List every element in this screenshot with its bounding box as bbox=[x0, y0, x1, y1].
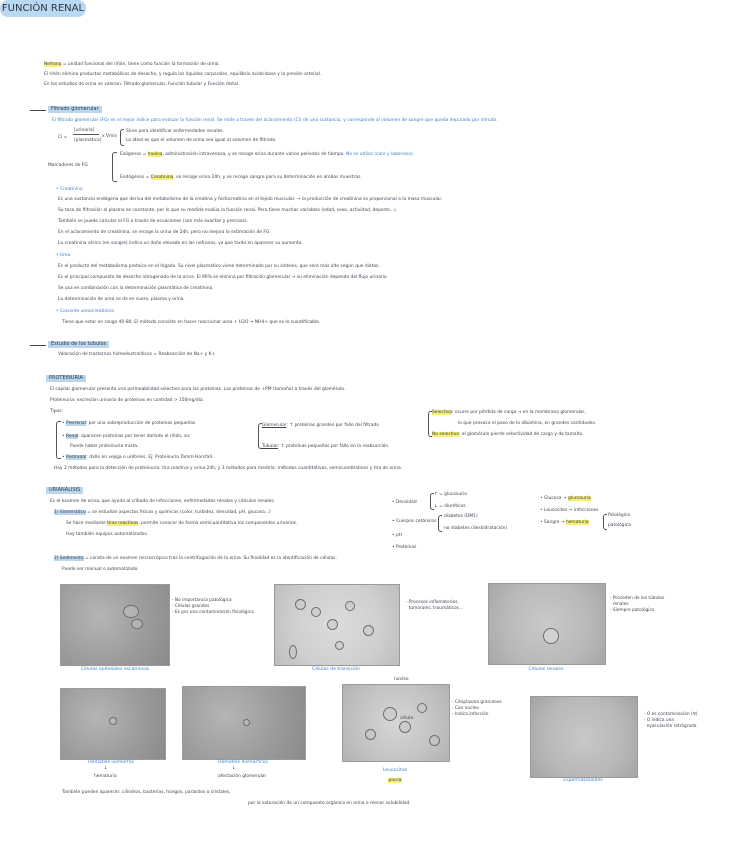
sedimento-line-2: Puede ser manual o automatizado. bbox=[62, 567, 139, 572]
exogenos-line: Exógenos = Inulina, administración intravenosa, y se recoge orina durante varios periodos de tiempo. No se utiliza (caro y laborioso). bbox=[120, 152, 415, 157]
densidad-label: • Densidad bbox=[392, 500, 417, 505]
microscopy-image-espermatozoides bbox=[530, 696, 638, 778]
tubular-line: Tubular: ↑ proteínas pequeñas por fallo en la reabsorción. bbox=[262, 444, 390, 449]
proteinuria-line-2: Proteinuria: excreción urinaria de proteínas en cantidad > 150mg/día. bbox=[50, 398, 204, 403]
microscopy-image-transicion bbox=[274, 584, 400, 666]
cell-shape bbox=[311, 607, 321, 617]
cell-shape bbox=[327, 619, 338, 630]
proteinuria-line-1: El capilar glomerular presenta una permeabilidad selectiva para las proteínas. Las proteínas de +PM (tamaño) a través del glomérulo. bbox=[50, 387, 346, 392]
marcadores-brace bbox=[112, 152, 117, 182]
renal-line: • Renal: aparecen proteínas por tener dañado el riñón, su: bbox=[62, 434, 191, 439]
cell-shape bbox=[131, 619, 143, 629]
cociente-line-1: Tiene que estar en rango 40-80. El método consiste en hacer reaccionar urea + H2O → NH4+ que es lo cuantificable. bbox=[62, 320, 321, 325]
densidad-up: ↑ = glucosuria bbox=[434, 492, 467, 497]
cociente-title: • Cociente urea/creatinina bbox=[56, 309, 114, 314]
fisiologica-label: fisiológica bbox=[608, 513, 630, 518]
tipos-brace bbox=[56, 421, 61, 459]
urea-line-3: Se usa en combinación con la determinación plasmática de creatinina. bbox=[58, 286, 214, 291]
caption-dismorficos: Hematíes dismórficos bbox=[218, 760, 268, 765]
microscopy-image-renales bbox=[488, 583, 606, 665]
note-espermatozoides: - O es contaminación (♀) - O indica una eyaculación retrógrada bbox=[644, 712, 698, 730]
cuerpos-no-diabetes: no diabetes (deshidratación) bbox=[444, 526, 508, 531]
cell-shape bbox=[109, 717, 117, 725]
microscopy-image-dismorficos bbox=[182, 686, 306, 760]
cl-denominator: [plasmática] bbox=[74, 138, 102, 143]
cell-shape bbox=[543, 628, 559, 644]
section-urianalisis: URIANÁLISIS bbox=[46, 487, 83, 494]
cell-shape bbox=[289, 645, 297, 659]
cell-shape bbox=[365, 729, 376, 740]
prerrenal-line: • Prerrenal: por una sobreproducción de proteínas pequeñas bbox=[62, 421, 196, 426]
intro-line-3: En los estudios de orina se valoran: Filtrado glomerular, Función tubular y Función distal. bbox=[44, 82, 240, 87]
cl-fraction-line bbox=[73, 134, 99, 135]
glucosa-line: • Glucosa → glucosuria bbox=[540, 496, 591, 501]
intro-line-2: El riñón elimina productos metabólicos de desecho, y regula los líquidos corporales, equilibrio ácido-base y la presión arterial. bbox=[44, 72, 322, 77]
intro-line-1: Nefrona = unidad funcional del riñón, tiene como función la formación de orina. bbox=[44, 62, 220, 67]
cell-shape bbox=[363, 625, 374, 636]
caption-isomorfos: Hematíes isomorfos bbox=[88, 760, 134, 765]
marcadores-label: Marcadores de FG bbox=[48, 163, 88, 168]
urea-line-2: Es el principal compuesto de desecho nitrogenado de la orina. El 90% se elimina por filtración glomerular → su eliminación depende del flujo urinario. bbox=[58, 275, 388, 280]
note-epiteliales: - No importancia patológica - Células grandes - Es por una contaminación fisiológica bbox=[172, 598, 254, 616]
tipos-label: Tipos: bbox=[50, 409, 64, 414]
cell-shape bbox=[429, 735, 440, 746]
ph-label: • pH bbox=[392, 533, 403, 538]
no-selectiva-line: No selectiva: el glomérulo pierde selectividad de carga y de tamaño. bbox=[432, 432, 584, 437]
footer-line-2: por la saturación de un compuesto orgánico en orina o menor solubilidad. bbox=[248, 801, 411, 806]
tubulos-line: Valoración de trastornos hidroelectrolíticos = Reabsorción de Na+ y K+ bbox=[58, 352, 216, 357]
sistematico-line: 1) Sistemático = se estudian aspectos físicos y químicos (color, turbidez, densidad, pH, glucosa...) bbox=[54, 510, 271, 515]
renal-line-2: Puede haber proteinuria mixta. bbox=[70, 444, 139, 449]
caption-transicion: Células de transición bbox=[312, 667, 360, 672]
sangre-line: • Sangre → hematuria bbox=[540, 520, 589, 525]
caption-renales: Células renales bbox=[528, 667, 564, 672]
note-renales: - Proceden de los túbulos renales - Siempre patológico bbox=[610, 596, 665, 614]
cl-numerator: [urinaria] bbox=[74, 128, 95, 133]
leucocitos-label-mid: célula bbox=[400, 716, 414, 721]
urea-line-1: Es el producto del metabolismo proteico en el hígado. Su nivel plasmático viene determinado por su síntesis, que será más alto según que dietas. bbox=[58, 264, 380, 269]
microscopy-image-isomorfos bbox=[60, 688, 166, 760]
proteinuria-metodos: Hay 2 métodos para la detección de proteinuria: tira reactiva y orina 24h, y 3 métodos para medirla: métodos cuantitativos, semicuantitativos y tira de orina. bbox=[54, 466, 403, 471]
creatinina-title: • Creatinina bbox=[56, 187, 83, 192]
caption-epiteliales: Células epiteliales escamosas bbox=[80, 667, 150, 672]
section-proteinuria: PROTEINURIA bbox=[46, 375, 86, 382]
nefrona-highlight: Nefrona bbox=[44, 62, 62, 67]
note-transicion: - Procesos inflamatorios, tumorales, traumáticos... bbox=[406, 600, 463, 612]
creatinina-highlight: Creatinina bbox=[150, 175, 174, 180]
cell-shape bbox=[345, 601, 355, 611]
filtrado-definition: El filtrado glomerular (FG) es el mejor índice para evaluar la función renal. Se mide a través del aclaramiento (Cl) de una sustancia, y corresponde al volumen de sangre que queda depurado por minuto. bbox=[52, 118, 498, 123]
densidad-down: ↓ = diuréticos bbox=[434, 504, 466, 509]
postrenal-line: • Postrenal: daño en vejiga o uréteres. Ej: Proteinuria Tamm-Horsfall. bbox=[62, 455, 214, 460]
endogenos-line: Endógenos = Creatinina, se recoge orina 24h, y se recoge sangre para su determinación en ambas muestras. bbox=[120, 175, 362, 180]
cuerpos-brace bbox=[438, 515, 442, 532]
note-leucocitos: - Citoplasma granuloso - Con núcleo - Indica infección bbox=[452, 700, 502, 718]
selectiva-line: Selectiva: ocurre por pérdida de carga → en la membrana glomerular, bbox=[432, 410, 586, 415]
proteinas-label: • Proteínas bbox=[392, 545, 417, 550]
footer-line-1: También pueden aparecer: cilindros, bacterias, hongos, parásitos o cristales, bbox=[62, 790, 231, 795]
isomorfos-sub: hematuria bbox=[94, 774, 117, 779]
creatinina-line-5: La creatinina sérica (en sangre) indica un daño elevado en las nefronas, ya que tarda en aparecer su aumento. bbox=[58, 241, 303, 246]
creatinina-line-3: También se puede calcular el FG a través de ecuaciones (son más exactas y precisas). bbox=[58, 219, 249, 224]
caption-espermatozoides: Espermatozoides bbox=[563, 778, 603, 783]
selectiva-line-2: lo que provoca el paso de la albúmina, en grandes cantidades. bbox=[458, 421, 597, 426]
caption-piuria: piuria bbox=[388, 778, 402, 783]
cell-shape bbox=[243, 719, 250, 726]
section-filtrado-glomerular: Filtrado glomerular bbox=[48, 106, 102, 113]
equipos-line: Hay también equipos automatizados. bbox=[66, 532, 149, 537]
cuerpos-diabetes: diabetes (DM1) bbox=[444, 514, 478, 519]
cell-shape bbox=[335, 641, 344, 650]
cell-shape bbox=[399, 721, 411, 733]
caption-leucocitos: Leucocitos bbox=[382, 768, 408, 773]
inulina-highlight: Inulina bbox=[147, 152, 163, 157]
cell-shape bbox=[295, 599, 306, 610]
patologica-label: patológica bbox=[608, 523, 631, 528]
sedimento-line: 2) Sedimento = consta de un examen microscópico tras la centrifugación de la orina. Su finalidad es la identificación de células. bbox=[54, 556, 337, 561]
section-estudio-tubulos: Estudio de los túbulos bbox=[48, 341, 109, 348]
page-title: FUNCIÓN RENAL bbox=[0, 0, 86, 17]
cl-brace bbox=[120, 129, 124, 146]
leucocitos-line: • Leucocitos → infecciones bbox=[540, 508, 599, 513]
urianalisis-line-1: Es el examen de orina, que ayuda al cribado de infecciones, enfermedades renales y cálculos renales. bbox=[50, 499, 276, 504]
creatinina-line-4: En el aclaramiento de creatinina, se recoge la orina de 24h, pero no mejora la estimación de FG. bbox=[58, 230, 271, 235]
leucocitos-label-top: núcleo bbox=[394, 677, 409, 682]
cell-shape bbox=[383, 707, 397, 721]
section-arrow bbox=[30, 345, 46, 346]
arrow-down-isomorfos: ↓ bbox=[104, 766, 108, 771]
cl-multiplier: x Vmin bbox=[102, 134, 118, 139]
cell-shape bbox=[123, 605, 139, 618]
urea-line-4: La determinación de urea se da en suero, plasma y orina. bbox=[58, 297, 185, 302]
cl-note-1: Sirve para identificar enfermedades renales. bbox=[126, 129, 224, 134]
arrow-down-dismorficos: ↓ bbox=[232, 766, 236, 771]
dismorficos-sub: afectación glomerular bbox=[218, 774, 267, 779]
tiras-line: Se hace mediante tiras reactivas, permite conocer de forma semicuantitativa los componentes urinarios. bbox=[66, 521, 298, 526]
creatinina-line-2: Su tasa de filtración al plasma es constante, por lo que su medida evalúa la función renal. Pero tiene muchas variables (edad, sexo, actividad, deporte...). bbox=[58, 208, 398, 213]
cl-label: Cl = bbox=[58, 135, 68, 140]
glomerular-line: Glomerular: ↑ proteínas grandes por fallo del filtrado bbox=[262, 423, 379, 428]
cl-note-2: Lo ideal es que el volumen de orina sea igual al volumen de filtrado. bbox=[126, 138, 277, 143]
microscopy-image-epiteliales bbox=[60, 584, 170, 666]
creatinina-line-1: Es una sustancia endógena que deriva del metabolismo de la creatina y fosfocreatina en el tejido muscular. → la producción de creatinina es proporcional a la masa muscular. bbox=[58, 197, 443, 202]
sangre-brace bbox=[603, 514, 607, 530]
microscopy-image-leucocitos bbox=[342, 684, 450, 762]
urea-title: • Urea bbox=[56, 253, 71, 258]
cell-shape bbox=[417, 703, 427, 713]
cuerpos-cetonicos-label: • Cuerpos cetónicos bbox=[392, 519, 437, 524]
section-arrow bbox=[30, 110, 46, 111]
